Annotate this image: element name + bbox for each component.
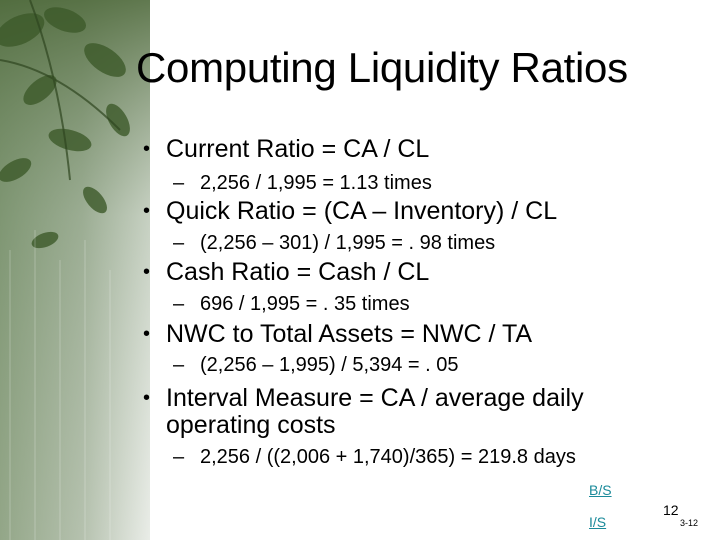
income-statement-link[interactable]: I/S [589, 514, 607, 530]
bullet-marker: • [143, 138, 151, 160]
slide-title: Computing Liquidity Ratios [136, 44, 628, 91]
balance-sheet-link[interactable]: B/S [589, 482, 612, 498]
leaf-background [0, 0, 150, 540]
dash-marker: – [173, 232, 185, 254]
bullet-text: Interval Measure = CA / average daily operating costs [166, 384, 584, 439]
bullet-text: Current Ratio = CA / CL [166, 135, 430, 163]
bullet-marker: • [143, 200, 151, 222]
dash-marker: – [173, 172, 185, 194]
dash-marker: – [173, 446, 185, 468]
bullet-marker: • [143, 387, 151, 409]
page-reference: 3-12 [680, 518, 699, 528]
sub-bullet-text: 2,256 / 1,995 = 1.13 times [200, 172, 432, 194]
bullet-text: Cash Ratio = Cash / CL [166, 258, 430, 286]
bullet-text: NWC to Total Assets = NWC / TA [166, 320, 533, 348]
page-number: 12 [663, 502, 679, 518]
bullet-marker: • [143, 261, 151, 283]
sub-bullet-text: 2,256 / ((2,006 + 1,740)/365) = 219.8 days [200, 446, 576, 468]
sub-bullet-text: (2,256 – 1,995) / 5,394 = . 05 [200, 354, 459, 376]
bullet-marker: • [143, 323, 151, 345]
sub-bullet-text: 696 / 1,995 = . 35 times [200, 293, 410, 315]
dash-marker: – [173, 293, 185, 315]
bullet-text: Quick Ratio = (CA – Inventory) / CL [166, 197, 558, 225]
sub-bullet-text: (2,256 – 301) / 1,995 = . 98 times [200, 232, 496, 254]
dash-marker: – [173, 354, 185, 376]
